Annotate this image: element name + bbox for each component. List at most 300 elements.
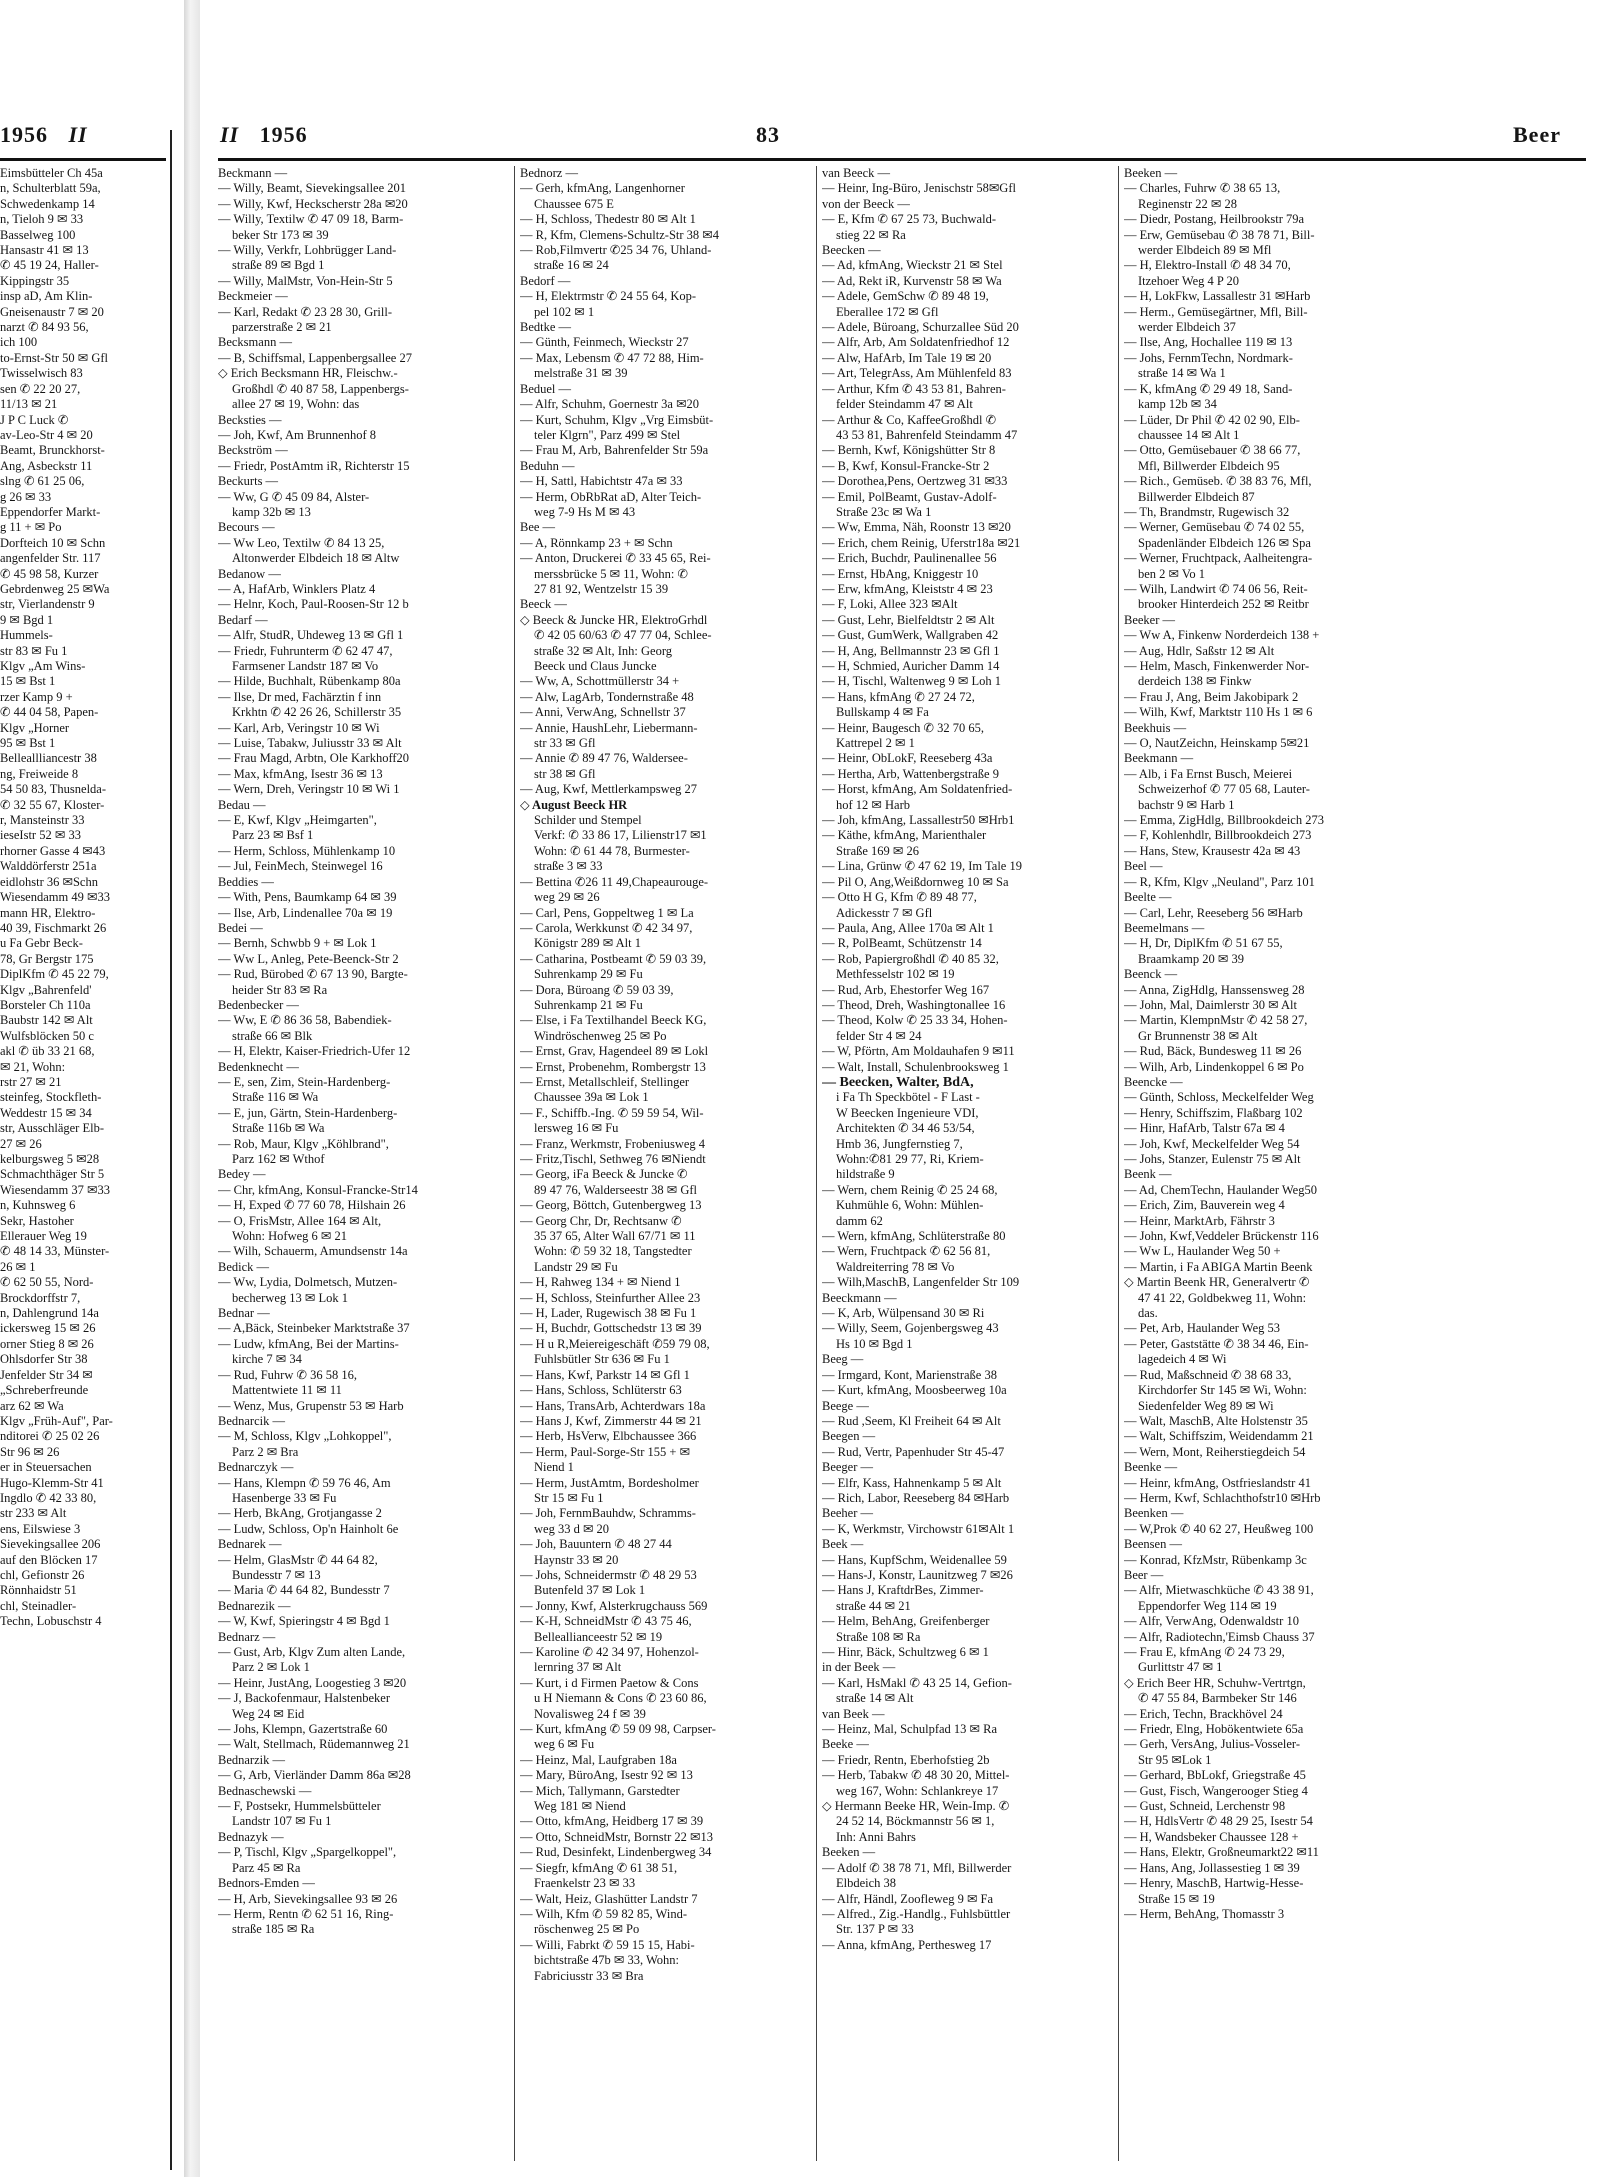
- directory-entry-line: — Walt, Stellmach, Rüdemannweg 21: [218, 1737, 410, 1752]
- directory-entry-line: — Joh, Bauuntern ✆ 48 27 44: [520, 1537, 672, 1552]
- directory-entry-line: — Bettina ✆26 11 49,Chapeaurouge-: [520, 874, 709, 889]
- directory-entry-line: Königstr 289 ✉ Alt 1: [534, 936, 642, 951]
- left-page-line: steinfeg, Stockfleth-: [0, 1090, 102, 1105]
- directory-entry-line: Methfesselstr 102 ✉ 19: [836, 967, 955, 982]
- directory-entry-line: lersweg 16 ✉ Fu: [534, 1121, 619, 1136]
- directory-entry-line: felder Steindamm 47 ✉ Alt: [836, 397, 973, 412]
- directory-entry-line: — Wern, Dreh, Veringstr 10 ✉ Wi 1: [218, 782, 400, 797]
- directory-entry-line: — Ad, ChemTechn, Haulander Weg50: [1124, 1182, 1317, 1197]
- left-page-line: Wulfsblöcken 50 c: [0, 1028, 94, 1043]
- left-page-line: 78, Gr Bergstr 175: [0, 951, 94, 966]
- left-page-line: Schmachthäger Str 5: [0, 1167, 105, 1182]
- directory-entry-line: Fraenkelstr 23 ✉ 33: [534, 1876, 636, 1891]
- directory-entry-line: — Arthur, Kfm ✆ 43 53 81, Bahren-: [822, 381, 1006, 396]
- left-page-line: narzt ✆ 84 93 56,: [0, 320, 89, 335]
- directory-entry-line: Gr Brunnenstr 38 ✉ Alt: [1138, 1028, 1258, 1043]
- directory-entry-line: — Bernh, Schwbb 9 + ✉ Lok 1: [218, 936, 377, 951]
- left-page-line: g 11 + ✉ Po: [0, 520, 62, 535]
- left-page-line: Klgv „Am Wins-: [0, 659, 86, 673]
- directory-entry-line: — Ww, A, Schottmüllerstr 34 +: [520, 674, 680, 689]
- directory-entry-line: — Wern, Fruchtpack ✆ 62 56 81,: [822, 1244, 991, 1259]
- directory-entry-line: — Hans, Kwf, Parkstr 14 ✉ Gfl 1: [520, 1367, 690, 1382]
- directory-entry-line: — Wenz, Mus, Grupenstr 53 ✉ Harb: [218, 1398, 404, 1413]
- left-header-section: II: [68, 122, 88, 147]
- surname-heading: Beenken —: [1124, 1506, 1184, 1521]
- directory-entry-line: str 38 ✉ Gfl: [534, 766, 596, 781]
- directory-entry-line: — Frau J, Ang, Beim Jakobipark 2: [1124, 689, 1299, 704]
- left-page-line: ✆ 45 98 58, Kurzer: [0, 566, 99, 581]
- directory-entry-line: — Th, Brandmstr, Rugewisch 32: [1124, 504, 1290, 519]
- directory-entry-line: — Willy, Seem, Gojenbergsweg 43: [822, 1321, 999, 1336]
- directory-entry-line: — Rud, Vertr, Papenhuder Str 45-47: [822, 1444, 1005, 1459]
- header-section: II: [220, 122, 240, 147]
- left-page-line: Eppendorfer Markt-: [0, 504, 101, 519]
- left-page-line: Hugo-Klemm-Str 41: [0, 1475, 104, 1490]
- directory-entry-line: — Chr, kfmAng, Konsul-Francke-Str14: [218, 1182, 418, 1197]
- directory-entry-line: — R, Kfm, Clemens-Schultz-Str 38 ✉4: [520, 227, 719, 242]
- left-page-line: 11/13 ✉ 21: [0, 397, 58, 412]
- directory-entry-line: 43 53 81, Bahrenfeld Steindamm 47: [836, 427, 1018, 442]
- left-page-line: 95 ✉ Bst 1: [0, 736, 56, 751]
- directory-column-4: [1124, 166, 1414, 2161]
- left-page-line: r, Mansteinstr 33: [0, 813, 85, 828]
- surname-heading: Beckmann —: [218, 166, 288, 180]
- directory-entry-line: — Jonny, Kwf, Alsterkrugchauss 569: [520, 1598, 708, 1613]
- directory-entry-line: Waldreiterring 78 ✉ Vo: [836, 1259, 955, 1274]
- directory-entry-line: Str 95 ✉Lok 1: [1138, 1752, 1212, 1767]
- directory-entry-line: — H, Arb, Sievekingsallee 93 ✉ 26: [218, 1891, 398, 1906]
- directory-entry-line: — Pet, Arb, Haulander Weg 53: [1124, 1321, 1281, 1336]
- directory-entry-line: teler Klgrn", Parz 499 ✉ Stel: [534, 427, 681, 442]
- directory-entry-line: — Willy, MalMstr, Von-Hein-Str 5: [218, 273, 393, 288]
- left-page-line: Borsteler Ch 110a: [0, 997, 91, 1012]
- directory-entry-line: — K, Werkmstr, Virchowstr 61✉Alt 1: [822, 1521, 1015, 1536]
- directory-entry-line: — Ilse, Dr med, Fachärztin f inn: [218, 689, 382, 704]
- directory-entry-line: Mfl, Billwerder Elbdeich 95: [1138, 458, 1280, 473]
- directory-entry-line: Fuhlsbütler Str 636 ✉ Fu 1: [534, 1352, 670, 1367]
- left-page-line: „Schreberfreunde: [0, 1383, 89, 1398]
- left-page-line: n, Kuhnsweg 6: [0, 1198, 76, 1213]
- directory-entry-line: hildstraße 9: [836, 1167, 895, 1182]
- directory-entry-line: — Gerh, VersAng, Julius-Vosseler-: [1124, 1737, 1301, 1752]
- directory-entry-line: — Kurt, kfmAng ✆ 59 09 98, Carpser-: [520, 1722, 716, 1737]
- left-page-line: kelburgsweg 5 ✉28: [0, 1152, 100, 1166]
- surname-heading: Beckurts —: [218, 474, 279, 489]
- directory-entry-line: — Wern, chem Reinig ✆ 25 24 68,: [822, 1182, 998, 1197]
- left-page-line: Klgv „Horner: [0, 720, 70, 735]
- left-page-line: eidlohstr 36 ✉Schn: [0, 874, 98, 889]
- left-page-line: rhorner Gasse 4 ✉43: [0, 843, 106, 858]
- surname-heading: Beekhuis —: [1124, 720, 1187, 735]
- directory-entry-line: — Else, i Fa Textilhandel Beeck KG,: [520, 1013, 707, 1028]
- directory-entry-line: — Herb, HsVerw, Elbchaussee 366: [520, 1429, 697, 1444]
- directory-entry-line: weg 6 ✉ Fu: [534, 1737, 595, 1752]
- directory-entry-line: werder Elbdeich 89 ✉ Mfl: [1138, 243, 1272, 258]
- book-gutter: [184, 0, 200, 2177]
- directory-entry-line: Wohn: ✆ 61 44 78, Burmester-: [534, 843, 690, 858]
- directory-entry-line: Weg 181 ✉ Niend: [534, 1799, 626, 1814]
- directory-entry-line: — H, Elektro-Install ✆ 48 34 70,: [1124, 258, 1291, 273]
- directory-entry-line: Verkf: ✆ 33 86 17, Lilienstr17 ✉1: [534, 828, 707, 843]
- directory-entry-line: beker Str 173 ✉ 39: [232, 227, 329, 242]
- directory-entry-line: — Annie ✆ 89 47 76, Waldersee-: [520, 751, 688, 766]
- directory-entry-line: stieg 22 ✉ Ra: [836, 227, 906, 242]
- directory-entry-line: — Hans, Klempn ✆ 59 76 46, Am: [218, 1475, 391, 1490]
- directory-entry-line: 35 37 65, Alter Wall 67/71 ✉ 11: [534, 1229, 696, 1244]
- left-page-line: akl ✆ üb 33 21 68,: [0, 1044, 95, 1059]
- surname-heading: Beege —: [822, 1398, 869, 1413]
- directory-entry-line: — Gust, GumWerk, Wallgraben 42: [822, 628, 999, 643]
- directory-entry-line: Novalisweg 24 f ✉ 39: [534, 1706, 646, 1721]
- directory-entry-line: — Frau Magd, Arbtn, Ole Karkhoff20: [218, 751, 410, 766]
- directory-entry-line: — Ernst, Probenehm, Rombergstr 13: [520, 1059, 706, 1074]
- directory-entry-line: Gurlittstr 47 ✉ 1: [1138, 1660, 1223, 1675]
- directory-entry-line: Str 15 ✉ Fu 1: [534, 1490, 604, 1505]
- directory-entry-line: — Karoline ✆ 42 34 97, Hohenzol-: [520, 1645, 699, 1659]
- directory-entry-line: 89 47 76, Walderseestr 38 ✉ Gfl: [534, 1182, 698, 1197]
- directory-entry-line: kamp 12b ✉ 34: [1138, 397, 1217, 412]
- directory-entry-line: Wohn:✆81 29 77, Ri, Kriem-: [836, 1152, 984, 1166]
- directory-entry-line: — Hans, Ang, Jollassestieg 1 ✉ 39: [1124, 1860, 1300, 1875]
- directory-entry-line: — Rud, Fuhrw ✆ 36 58 16,: [218, 1367, 357, 1382]
- directory-entry-line: — Carola, Werkkunst ✆ 42 34 97,: [520, 920, 693, 935]
- surname-heading: Becours —: [218, 520, 275, 535]
- directory-entry-line: — Heinz, Mal, Laufgraben 18a: [520, 1752, 677, 1767]
- surname-heading: Bednarek —: [218, 1537, 282, 1552]
- surname-heading: Bednarezik —: [218, 1598, 291, 1613]
- directory-entry-line: — Ww L, Anleg, Pete-Beenck-Str 2: [218, 951, 399, 966]
- directory-entry-line: straße 44 ✉ 21: [836, 1598, 911, 1613]
- directory-entry-line: Chaussee 39a ✉ Lok 1: [534, 1090, 649, 1105]
- directory-entry-line: — Joh, kfmAng, Lassallestr50 ✉Hrb1: [822, 813, 1015, 828]
- directory-entry-line: Bullskamp 4 ✉ Fa: [836, 705, 929, 720]
- directory-entry-line: straße 66 ✉ Blk: [232, 1028, 313, 1043]
- directory-entry-line: — Hans, TransArb, Achterdwars 18a: [520, 1398, 706, 1413]
- directory-entry-line: weg 7-9 Hs M ✉ 43: [534, 504, 636, 519]
- directory-entry-line: — Heinr, MarktArb, Fährstr 3: [1124, 1213, 1275, 1228]
- directory-entry-line: — H, Wandsbeker Chaussee 128 +: [1124, 1829, 1299, 1844]
- directory-column-2: [520, 166, 810, 2161]
- directory-entry-line: — Wilh, Kwf, Marktstr 110 Hs 1 ✉ 6: [1124, 705, 1313, 720]
- surname-heading: Becksmann —: [218, 335, 292, 350]
- directory-entry-line: Hasenberge 33 ✉ Fu: [232, 1490, 337, 1505]
- directory-entry-line: — Max, Lebensm ✆ 47 72 88, Him-: [520, 350, 704, 365]
- directory-entry-line: — R, Kfm, Klgv „Neuland", Parz 101: [1124, 874, 1315, 889]
- directory-entry-line: — Joh, Kwf, Meckelfelder Weg 54: [1124, 1136, 1300, 1151]
- directory-entry-line: — Henry, Schiffszim, Flaßbarg 102: [1124, 1105, 1303, 1120]
- directory-entry-line: chaussee 14 ✉ Alt 1: [1138, 427, 1240, 442]
- surname-heading: Beduhn —: [520, 458, 575, 473]
- directory-entry-line: — Friedr, Elng, Hobökentwiete 65a: [1124, 1722, 1304, 1737]
- directory-entry-line: — Günth, Feinmech, Wieckstr 27: [520, 335, 689, 350]
- directory-entry-line: — Ww, Emma, Näh, Roonstr 13 ✉20: [822, 520, 1011, 535]
- surname-heading: Becksties —: [218, 412, 282, 427]
- header-rule: [218, 158, 1586, 161]
- left-page-line: Gneisenaustr 7 ✉ 20: [0, 304, 104, 319]
- surname-heading: Bedenbecker —: [218, 997, 299, 1012]
- directory-entry-line: — Rob, Maur, Klgv „Köhlbrand",: [218, 1136, 389, 1151]
- left-page-line: DiplKfm ✆ 45 22 79,: [0, 967, 109, 982]
- directory-entry-line: — Ludw, kfmAng, Bei der Martins-: [218, 1336, 399, 1351]
- surname-heading: Beeker —: [1124, 612, 1176, 627]
- directory-entry-line: — Ilse, Ang, Hochallee 119 ✉ 13: [1124, 335, 1293, 350]
- left-page-line: Klgv „Früh-Auf", Par-: [0, 1413, 113, 1428]
- directory-entry-line: — A, HafArb, Winklers Platz 4: [218, 581, 376, 596]
- left-page-line: mann HR, Elektro-: [0, 905, 96, 920]
- directory-entry-line: — Hans-J, Konstr, Launitzweg 7 ✉26: [822, 1567, 1013, 1582]
- page-number: 83: [756, 122, 780, 147]
- directory-entry-line: — Heinr, kfmAng, Ostfrieslandstr 41: [1124, 1475, 1311, 1490]
- directory-entry-line: — Georg, iFa Beeck & Juncke ✆: [520, 1167, 688, 1182]
- column-separator: [1118, 166, 1119, 2161]
- directory-entry-line: — J, Backofenmaur, Halstenbeker: [218, 1691, 391, 1706]
- directory-entry-line: bichtstraße 47b ✉ 33, Wohn:: [534, 1953, 679, 1968]
- surname-heading: Beecken —: [822, 243, 881, 258]
- directory-entry-line: — Helm, GlasMstr ✆ 44 64 82,: [218, 1552, 378, 1567]
- directory-entry-line: W Beecken Ingenieure VDI,: [836, 1105, 979, 1120]
- directory-entry-line: — Herm, Kwf, Schlachthofstr10 ✉Hrb: [1124, 1490, 1321, 1505]
- left-page-line: Klgv „Bahrenfeld': [0, 982, 92, 997]
- left-page-line: Jenfelder Str 34 ✉: [0, 1367, 93, 1382]
- directory-entry-line: Fabriciusstr 33 ✉ Bra: [534, 1968, 644, 1983]
- directory-entry-line: — Johs, Stanzer, Eulenstr 75 ✉ Alt: [1124, 1152, 1301, 1166]
- directory-entry-line: — Frau M, Arb, Bahrenfelder Str 59a: [520, 443, 709, 458]
- directory-entry-line: — Lüder, Dr Phil ✆ 42 02 90, Elb-: [1124, 412, 1300, 427]
- surname-heading: Beeg —: [822, 1352, 864, 1367]
- directory-entry-line: röschenweg 25 ✉ Po: [534, 1922, 640, 1937]
- directory-entry-line: Straße 108 ✉ Ra: [836, 1629, 921, 1644]
- directory-entry-line: — Alfr, StudR, Uhdeweg 13 ✉ Gfl 1: [218, 628, 404, 643]
- directory-entry-line: — W, Pförtn, Am Moldauhafen 9 ✉11: [822, 1044, 1015, 1059]
- left-page-line: Eimsbütteler Ch 45a: [0, 166, 103, 180]
- left-page-line: n, Dahlengrund 14a: [0, 1306, 99, 1321]
- directory-entry-line: — Alfr, Arb, Am Soldatenfriedhof 12: [822, 335, 1010, 350]
- directory-entry-line: — H, Exped ✆ 77 60 78, Hilshain 26: [218, 1198, 406, 1213]
- directory-entry-line: allee 27 ✉ 19, Wohn: das: [232, 397, 360, 412]
- directory-entry-line: — E, Kwf, Klgv „Heimgarten",: [218, 813, 377, 828]
- directory-entry-line: — Alfr, VerwAng, Odenwaldstr 10: [1124, 1614, 1299, 1629]
- left-page-line: 26 ✉ 1: [0, 1259, 36, 1274]
- directory-entry-line: — Anna, ZigHdlg, Hanssensweg 28: [1124, 982, 1305, 997]
- directory-entry-line: kamp 32b ✉ 13: [232, 504, 311, 519]
- directory-entry-line: — Erw, kfmAng, Kleiststr 4 ✉ 23: [822, 581, 993, 596]
- directory-entry-line: — Herb, Tabakw ✆ 48 30 20, Mittel-: [822, 1768, 1010, 1783]
- left-page-line: Brockdorffstr 7,: [0, 1290, 81, 1305]
- directory-entry-line: Wohn: Hofweg 6 ✉ 21: [232, 1229, 348, 1244]
- directory-entry-line: — Ilse, Arb, Lindenallee 70a ✉ 19: [218, 905, 393, 920]
- directory-entry-line: — Heinr, ObLokF, Reeseberg 43a: [822, 751, 993, 766]
- directory-entry-line: weg 29 ✉ 26: [534, 890, 600, 905]
- directory-entry-line: ◇ Martin Beenk HR, Generalvertr ✆: [1124, 1275, 1310, 1290]
- surname-heading: Beekmann —: [1124, 751, 1194, 766]
- directory-entry-line: — Otto, SchneidMstr, Bornstr 22 ✉13: [520, 1829, 713, 1844]
- left-page-line: str, Vierlandenstr 9: [0, 597, 95, 612]
- header-year: 1956: [259, 122, 308, 147]
- left-page-line: Techn, Lobuschstr 4: [0, 1614, 102, 1629]
- column-separator: [514, 166, 515, 2161]
- surname-heading: Beeher —: [822, 1506, 874, 1521]
- left-page-line: slng ✆ 61 25 06,: [0, 474, 85, 489]
- directory-entry-line: ◇ Hermann Beeke HR, Wein-Imp. ✆: [822, 1799, 1010, 1814]
- left-page-line: Wiesendamm 49 ✉33: [0, 890, 110, 905]
- directory-entry-line: — Alw, HafArb, Im Tale 19 ✉ 20: [822, 350, 992, 365]
- left-page-line: insp aD, Am Klin-: [0, 289, 93, 304]
- directory-entry-line: ◇ Beeck & Juncke HR, ElektroGrhdl: [520, 612, 708, 627]
- directory-entry-line: — Helm, Masch, Finkenwerder Nor-: [1124, 659, 1310, 673]
- directory-entry-line: — Karl, HsMakl ✆ 43 25 14, Gefion-: [822, 1675, 1012, 1690]
- surname-heading: Bedanow —: [218, 566, 281, 581]
- directory-entry-line: — Mary, BüroAng, Isestr 92 ✉ 13: [520, 1768, 693, 1783]
- directory-entry-line: — Willy, Beamt, Sievekingsallee 201: [218, 181, 407, 196]
- surname-heading: in der Beek —: [822, 1660, 896, 1675]
- directory-entry-line: — Hans, Stew, Krausestr 42a ✉ 43: [1124, 843, 1301, 858]
- directory-entry-line: — Aug, Hdlr, Saßstr 12 ✉ Alt: [1124, 643, 1275, 658]
- directory-entry-line: Parz 23 ✉ Bsf 1: [232, 828, 314, 843]
- directory-entry-line: — Hans, Elektr, Großneumarkt22 ✉11: [1124, 1845, 1319, 1860]
- directory-entry-line: — Heinr, Ing-Büro, Jenischstr 58✉Gfl: [822, 181, 1016, 196]
- directory-entry-line: — Friedr, Fuhrunterm ✆ 62 47 47,: [218, 643, 393, 658]
- left-page-line: Gebrdenweg 25 ✉Wa: [0, 581, 110, 596]
- surname-heading: Beelte —: [1124, 890, 1172, 905]
- left-page-line: angenfelder Str. 117: [0, 551, 101, 566]
- directory-column-1: [218, 166, 508, 2161]
- directory-entry-line: — Wilh, Schauerm, Amundsenstr 14a: [218, 1244, 408, 1259]
- directory-entry-line: — Otto, kfmAng, Heidberg 17 ✉ 39: [520, 1814, 704, 1829]
- surname-heading: Beddies —: [218, 874, 274, 889]
- directory-entry-line: — With, Pens, Baumkamp 64 ✉ 39: [218, 890, 397, 905]
- directory-entry-line: — Martin, KlempnMstr ✆ 42 58 27,: [1124, 1013, 1308, 1028]
- directory-entry-line: Straße 116b ✉ Wa: [232, 1121, 325, 1136]
- directory-entry-line: — Rud, Arb, Ehestorfer Weg 167: [822, 982, 990, 997]
- surname-heading: Bednorz —: [520, 166, 578, 180]
- directory-entry-line: kirche 7 ✉ 34: [232, 1352, 302, 1367]
- left-page-line: n, Schulterblatt 59a,: [0, 181, 101, 196]
- directory-entry-line: — Werner, Gemüsebau ✆ 74 02 55,: [1124, 520, 1305, 535]
- directory-entry-line: — Konrad, KfzMstr, Rübenkamp 3c: [1124, 1552, 1307, 1567]
- left-page-line: ieseIstr 52 ✉ 33: [0, 828, 81, 843]
- directory-entry-line: — E, Kfm ✆ 67 25 73, Buchwald-: [822, 212, 996, 227]
- surname-heading: Bednarzik —: [218, 1752, 285, 1767]
- directory-entry-line: Elbdeich 38: [836, 1876, 897, 1891]
- surname-heading: Beckmeier —: [218, 289, 288, 304]
- surname-heading: Bedenknecht —: [218, 1059, 299, 1074]
- directory-entry-line: straße 14 ✉ Alt: [836, 1691, 914, 1706]
- directory-entry-line: Schweizerhof ✆ 77 05 68, Lauter-: [1138, 782, 1310, 797]
- directory-entry-line: — Herm, JustAmtm, Bordesholmer: [520, 1475, 699, 1490]
- left-page-line: ich 100: [0, 335, 38, 350]
- directory-entry-line: — Ernst, HbAng, Kniggestr 10: [822, 566, 979, 581]
- left-page-line: ens, Eilswiese 3: [0, 1521, 81, 1536]
- directory-entry-line: Braamkamp 20 ✉ 39: [1138, 951, 1244, 966]
- directory-entry-line: — Horst, kfmAng, Am Soldatenfried-: [822, 782, 1013, 797]
- directory-entry-line: — Adele, Büroang, Schurzallee Süd 20: [822, 320, 1019, 335]
- directory-entry-line: — G, Arb, Vierländer Damm 86a ✉28: [218, 1768, 411, 1783]
- directory-entry-line: — Irmgard, Kont, Marienstraße 38: [822, 1367, 997, 1382]
- directory-entry-line: — O, NautZeichn, Heinskamp 5✉21: [1124, 736, 1310, 751]
- directory-entry-line: — Helnr, Koch, Paul-Roosen-Str 12 b: [218, 597, 409, 612]
- directory-entry-line: ◇ Erich Becksmann HR, Fleischw.-: [218, 366, 398, 381]
- directory-entry-line: — E, jun, Gärtn, Stein-Hardenberg-: [218, 1105, 398, 1120]
- directory-entry-line: Straße 23c ✉ Wa 1: [836, 504, 932, 519]
- directory-entry-line: — H, Schloss, Steinfurther Allee 23: [520, 1290, 701, 1305]
- directory-entry-line: — B, Kwf, Konsul-Francke-Str 2: [822, 458, 990, 473]
- directory-entry-line: — A,Bäck, Steinbeker Marktstraße 37: [218, 1321, 410, 1336]
- directory-entry-line: — Willi, Fabrkt ✆ 59 15 15, Habi-: [520, 1937, 695, 1952]
- directory-entry-line: weg 33 d ✉ 20: [534, 1521, 610, 1536]
- running-head: Beer: [1513, 122, 1561, 147]
- left-page-line: nditorei ✆ 25 02 26: [0, 1429, 100, 1444]
- directory-entry-line: — B, Schiffsmal, Lappenbergsallee 27: [218, 350, 412, 365]
- left-page-line: Ellerauer Weg 19: [0, 1229, 87, 1244]
- directory-entry-line: — Diedr, Postang, Heilbrookstr 79a: [1124, 212, 1305, 227]
- directory-entry-line: u H Niemann & Cons ✆ 23 60 86,: [534, 1691, 707, 1706]
- left-header-year: 1956: [0, 122, 48, 147]
- directory-entry-line: — Ww L, Haulander Weg 50 +: [1124, 1244, 1281, 1259]
- directory-entry-line: — Willy, Textilw ✆ 47 09 18, Barm-: [218, 212, 404, 227]
- directory-entry-line: Wohn: ✆ 59 32 18, Tangstedter: [534, 1244, 692, 1259]
- directory-entry-line: Siedenfelder Weg 89 ✉ Wi: [1138, 1398, 1274, 1413]
- left-page-line: 9 ✉ Bgd 1: [0, 612, 54, 627]
- left-page-line: ng, Freiweide 8: [0, 766, 79, 781]
- directory-entry-line: — Johs, Schneidermstr ✆ 48 29 53: [520, 1567, 697, 1582]
- directory-entry-line: Kuhmühle 6, Wohn: Mühlen-: [836, 1198, 984, 1213]
- directory-entry-line: str 33 ✉ Gfl: [534, 736, 596, 751]
- directory-entry-line: Farmsener Landstr 187 ✉ Vo: [232, 659, 379, 673]
- left-page-line: Schwedenkamp 14: [0, 196, 95, 211]
- directory-entry-line: — Hans, KupfSchm, Weidenallee 59: [822, 1552, 1007, 1567]
- directory-entry-line: — Heinr, Baugesch ✆ 32 70 65,: [822, 720, 985, 735]
- directory-entry-line: — P, Tischl, Klgv „Spargelkoppel",: [218, 1845, 397, 1860]
- directory-entry-line: — Herm, Paul-Sorge-Str 155 + ✉: [520, 1444, 691, 1459]
- directory-entry-line: — Otto H G, Kfm ✆ 89 48 77,: [822, 890, 977, 905]
- directory-entry-line: — Hilde, Buchhalt, Rübenkamp 80a: [218, 674, 401, 689]
- directory-entry-line: Straße 15 ✉ 19: [1138, 1891, 1215, 1906]
- directory-entry-line: Str. 137 P ✉ 33: [836, 1922, 914, 1937]
- directory-entry-line: — A, Rönnkamp 23 + ✉ Schn: [520, 535, 673, 550]
- left-page-line: ✆ 32 55 67, Kloster-: [0, 797, 105, 812]
- directory-entry-line: — Wilh, Arb, Lindenkoppel 6 ✉ Po: [1124, 1059, 1304, 1074]
- directory-entry-line: straße 16 ✉ 24: [534, 258, 609, 273]
- directory-entry-line: — F., Schiffb.-Ing. ✆ 59 59 54, Wil-: [520, 1105, 704, 1120]
- directory-entry-line: — Alfr, Schuhm, Goernestr 3a ✉20: [520, 397, 700, 412]
- directory-entry-line: — Erich, Zim, Bauverein weg 4: [1124, 1198, 1285, 1213]
- left-page-line: ickersweg 15 ✉ 26: [0, 1321, 96, 1336]
- directory-entry-line: — H, Schmied, Auricher Damm 14: [822, 659, 1000, 673]
- surname-heading: Bednazyk —: [218, 1829, 284, 1844]
- left-page-line: Ang, Asbeckstr 11: [0, 458, 93, 473]
- left-page-line: J P C Luck ✆: [0, 412, 69, 427]
- left-page-line: Rönnhaidstr 51: [0, 1583, 77, 1598]
- directory-entry-line: — Carl, Lehr, Reeseberg 56 ✉Harb: [1124, 905, 1303, 920]
- left-page-line: Hansastr 41 ✉ 13: [0, 243, 89, 258]
- directory-page: [218, 0, 1592, 2177]
- directory-entry-line: — Kurt, Schuhm, Klgv „Vrg Eimsbüt-: [520, 412, 714, 427]
- directory-entry-line: — Rud, Bäck, Bundesweg 11 ✉ 26: [1124, 1044, 1302, 1059]
- directory-entry-line: merssbrücke 5 ✉ 11, Wohn: ✆: [534, 566, 688, 581]
- directory-entry-line: Eberallee 172 ✉ Gfl: [836, 304, 939, 319]
- directory-entry-line: lernring 37 ✉ Alt: [534, 1660, 622, 1675]
- directory-entry-line: — M, Schloss, Klgv „Lohkoppel",: [218, 1429, 392, 1444]
- directory-entry-line: Beeck und Claus Juncke: [534, 659, 657, 673]
- directory-entry-line: — F, Loki, Allee 323 ✉Alt: [822, 597, 958, 612]
- directory-entry-line: — Heinr, JustAng, Loogestieg 3 ✉20: [218, 1675, 407, 1690]
- directory-entry-line: — Adolf ✆ 38 78 71, Mfl, Billwerder: [822, 1860, 1012, 1875]
- directory-entry-line: lagedeich 4 ✉ Wi: [1138, 1352, 1227, 1367]
- directory-entry-line: werder Elbdeich 37: [1138, 320, 1236, 335]
- left-page-line: ✆ 45 19 24, Haller-: [0, 258, 99, 273]
- left-page-line: str 83 ✉ Fu 1: [0, 643, 68, 658]
- directory-entry-line: — Karl, Arb, Veringstr 10 ✉ Wi: [218, 720, 380, 735]
